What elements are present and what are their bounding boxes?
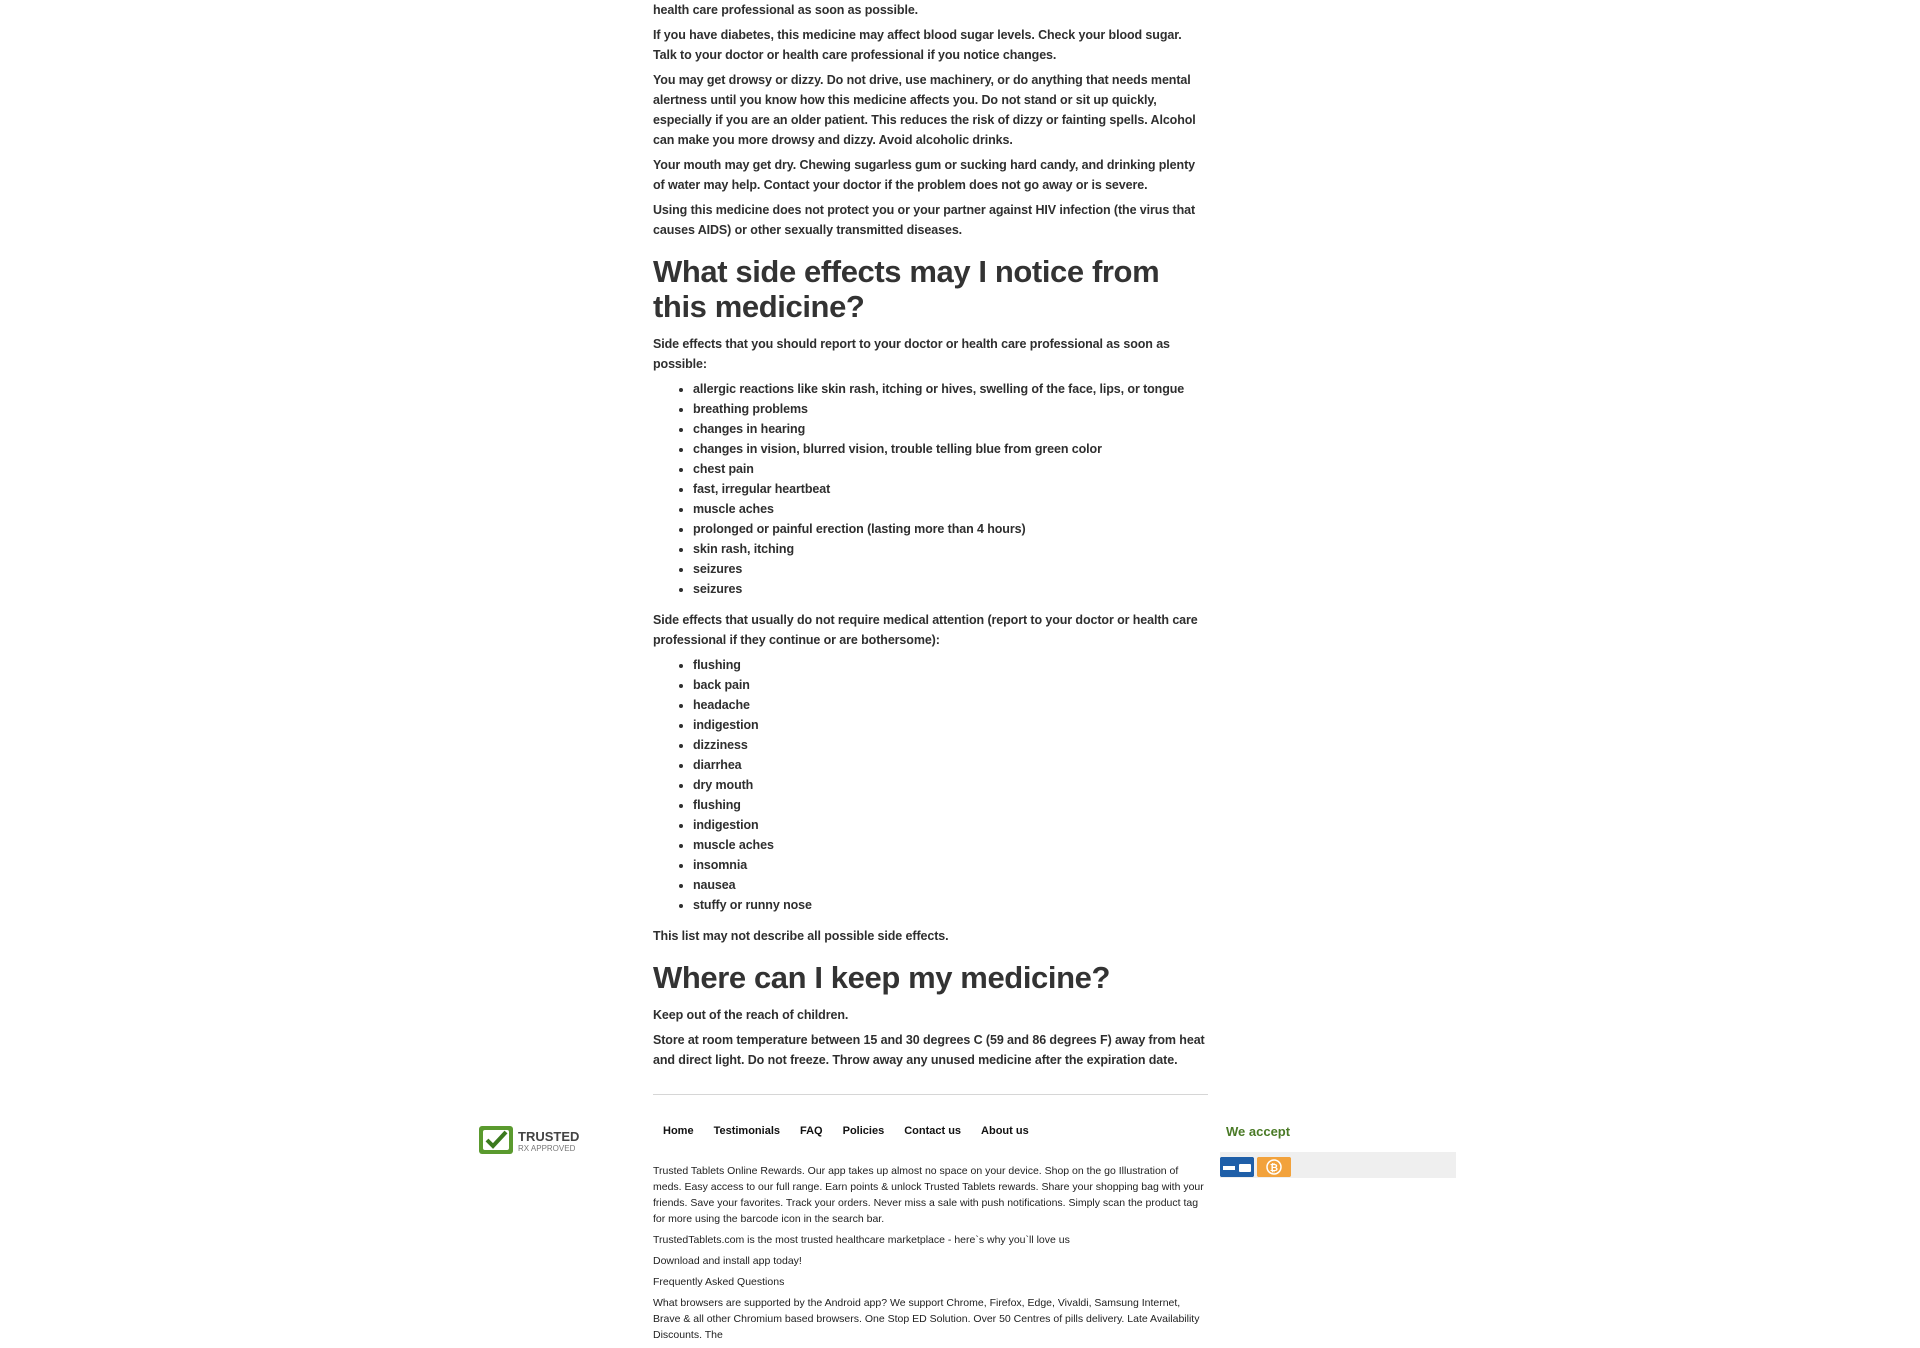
list-item: • changes in hearing bbox=[693, 419, 1208, 439]
list-item: • changes in vision, blurred vision, trouble telling blue from green color bbox=[693, 439, 1208, 459]
we-accept-title: We accept bbox=[1226, 1124, 1291, 1139]
paragraph-storage: Store at room temperature between 15 and 30 degrees C (59 and 86 degrees F) away from heat and direct light. Do not freeze. Throw away any unused medicine after the expiration date. bbox=[653, 1033, 1205, 1067]
list-item: • fast, irregular heartbeat bbox=[693, 479, 1208, 499]
bank-card-icon bbox=[1220, 1157, 1254, 1177]
list-item: • seizures bbox=[693, 579, 1208, 599]
list-item: • dry mouth bbox=[693, 775, 1208, 795]
list-item: • nausea bbox=[693, 875, 1208, 895]
footer-link-policies[interactable]: Policies bbox=[842, 1125, 885, 1137]
list-item: • skin rash, itching bbox=[693, 539, 1208, 559]
footer-paragraph-faq: Frequently Asked Questions bbox=[653, 1276, 785, 1288]
footer-nav bbox=[653, 1118, 1039, 1144]
list-item: • chest pain bbox=[693, 459, 1208, 479]
footer-link-faq[interactable]: FAQ bbox=[800, 1125, 823, 1137]
list-item: • flushing bbox=[693, 795, 1208, 815]
article-content bbox=[653, 0, 1208, 1095]
list-item: • indigestion bbox=[693, 715, 1208, 735]
payment-methods-bar bbox=[1220, 1152, 1456, 1178]
paragraph-no-attention: Side effects that usually do not require medical attention (report to your doctor or health care professional if they continue or are bothersome): bbox=[653, 613, 1198, 647]
list-item: • muscle aches bbox=[693, 835, 1208, 855]
list-item: • muscle aches bbox=[693, 499, 1208, 519]
list-item: • allergic reactions like skin rash, itching or hives, swelling of the face, lips, or tongue bbox=[693, 379, 1208, 399]
minor-side-effects-list bbox=[653, 655, 1208, 915]
list-item: • dizziness bbox=[693, 735, 1208, 755]
footer-link-contact[interactable]: Contact us bbox=[904, 1125, 962, 1137]
list-item: • headache bbox=[693, 695, 1208, 715]
footer-link-about[interactable]: About us bbox=[981, 1125, 1029, 1137]
svg-text:₿: ₿ bbox=[1269, 1163, 1279, 1174]
logo-text: TRUSTED bbox=[518, 1129, 580, 1144]
bitcoin-icon bbox=[1257, 1157, 1291, 1177]
footer-link-home[interactable]: Home bbox=[663, 1125, 694, 1137]
list-item: • diarrhea bbox=[693, 755, 1208, 775]
trusted-rx-logo[interactable] bbox=[478, 1124, 596, 1156]
footer-divider bbox=[653, 1094, 1208, 1095]
footer-link-testimonials[interactable]: Testimonials bbox=[713, 1125, 780, 1137]
paragraph-drowsy: You may get drowsy or dizzy. Do not drive, use machinery, or do anything that needs mental alertness until you know how this medicine affects you. Do not stand or sit up quickly, especially if you are an older patient. This reduces the risk of dizzy or fainting spells. Alcohol can make you more drowsy and dizzy. Avoid alcoholic drinks. bbox=[653, 73, 1196, 147]
logo-subtext: RX APPROVED bbox=[518, 1144, 576, 1153]
footer-text bbox=[653, 1163, 1208, 1348]
footer-paragraph-rewards: Trusted Tablets Online Rewards. Our app takes up almost no space on your device. Shop on the go Illustration of meds. Easy access to our full range. Earn points & unlock Trusted Tablets rewards. Share your shopping bag with your friends. Save your favorites. Track your orders. Never miss a sale with push notifications. Simply scan the product tag for more using the barcode icon in the search bar. bbox=[653, 1165, 1204, 1225]
list-item: • indigestion bbox=[693, 815, 1208, 835]
list-item: • flushing bbox=[693, 655, 1208, 675]
paragraph-hiv: Using this medicine does not protect you or your partner against HIV infection (the virus that causes AIDS) or other sexually transmitted diseases. bbox=[653, 203, 1196, 237]
paragraph-diabetes: If you have diabetes, this medicine may affect blood sugar levels. Check your blood sugar. Talk to your doctor or health care professional if you notice changes. bbox=[653, 28, 1182, 62]
list-item: • back pain bbox=[693, 675, 1208, 695]
list-item: • prolonged or painful erection (lasting more than 4 hours) bbox=[693, 519, 1208, 539]
list-item: • breathing problems bbox=[693, 399, 1208, 419]
report-side-effects-list bbox=[653, 379, 1208, 599]
footer-paragraph-browsers: What browsers are supported by the Android app? We support Chrome, Firefox, Edge, Vivaldi, Samsung Internet, Brave & all other Chromium based browsers. One Stop ED Solution. Over 50 Centres of pills delivery. Late Availability Discounts. The bbox=[653, 1297, 1200, 1341]
paragraph-report: Side effects that you should report to your doctor or health care professional as soon as possible: bbox=[653, 337, 1170, 371]
footer-paragraph-download: Download and install app today! bbox=[653, 1255, 802, 1267]
list-item: • insomnia bbox=[693, 855, 1208, 875]
list-item: • stuffy or runny nose bbox=[693, 895, 1208, 915]
paragraph-top: health care professional as soon as possible. bbox=[653, 3, 919, 17]
heading-side-effects: What side effects may I notice from this medicine? bbox=[653, 254, 1160, 324]
footer-paragraph-trusted: TrustedTablets.com is the most trusted healthcare marketplace - here`s why you`ll love us bbox=[653, 1234, 1070, 1246]
paragraph-list-note: This list may not describe all possible side effects. bbox=[653, 929, 949, 943]
heading-storage: Where can I keep my medicine? bbox=[653, 960, 1111, 995]
paragraph-children: Keep out of the reach of children. bbox=[653, 1008, 849, 1022]
paragraph-dry-mouth: Your mouth may get dry. Chewing sugarless gum or sucking hard candy, and drinking plenty of water may help. Contact your doctor if the problem does not go away or is severe. bbox=[653, 158, 1195, 192]
list-item: • seizures bbox=[693, 559, 1208, 579]
